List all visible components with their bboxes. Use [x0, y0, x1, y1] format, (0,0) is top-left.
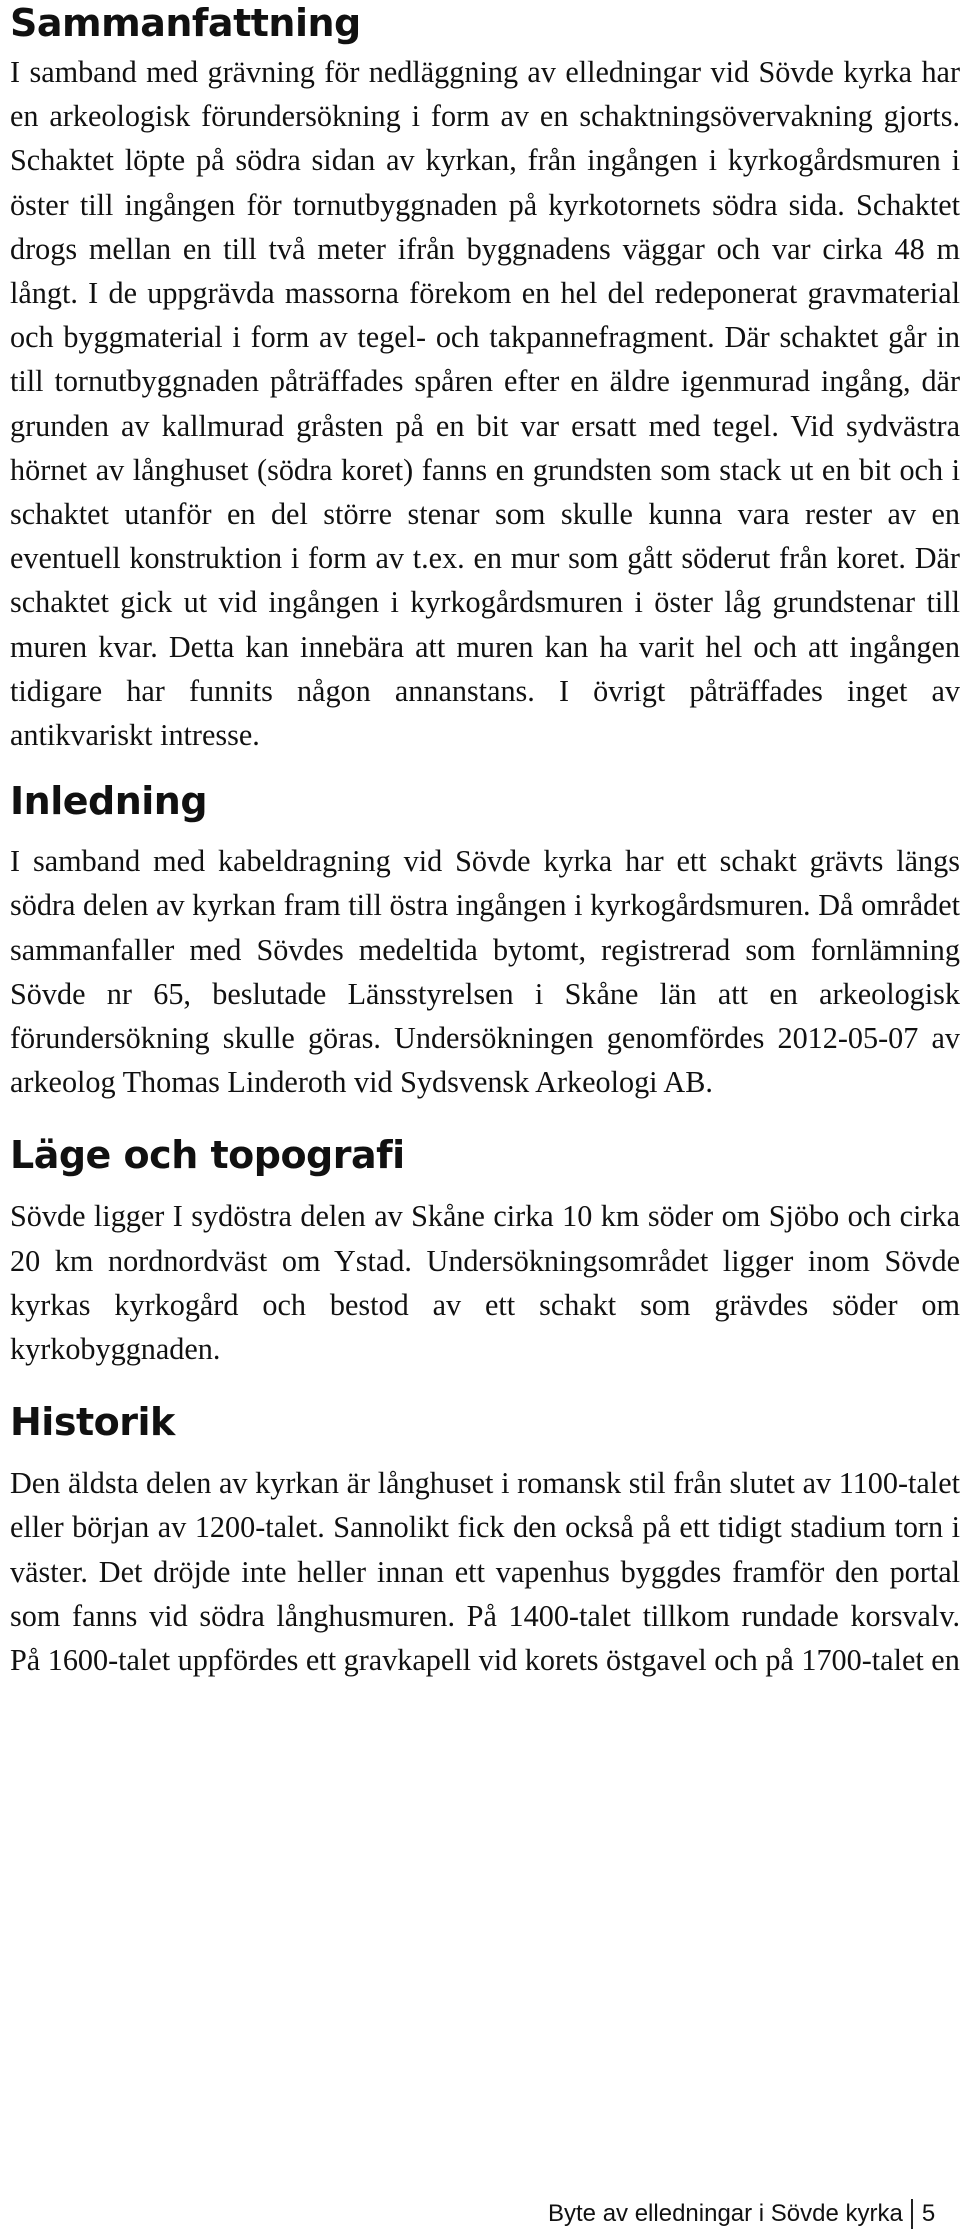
footer-document-title: Byte av elledningar i Sövde kyrka [548, 2200, 903, 2227]
footer-page-number: 5 [921, 2200, 936, 2227]
heading-lage-och-topografi: Läge och topografi [10, 1133, 405, 1178]
paragraph-historik: Den äldsta delen av kyrkan är långhuset i romansk stil från slutet av 1100-talet eller början av 1200-talet. Sannolikt fick den också på ett tidigt stadium torn i väster. Det dröjde inte heller innan ett vapenhus byggdes framför den portal som fanns vid södra långhusmuren. På 1400-talet tillkom rundade korsvalv. På 1600-talet uppfördes ett gravkapell vid korets östgavel och på 1700-talet en [10, 1466, 960, 1678]
page-footer [548, 2198, 935, 2230]
heading-inledning: Inledning [10, 779, 208, 824]
paragraph-sammanfattning: I samband med grävning för nedläggning av elledningar vid Sövde kyrka har en arkeologisk förundersökning i form av en schaktningsövervakning gjorts. Schaktet löpte på södra sidan av kyrkan, från ingången i kyrkogårdsmuren i öster till ingången för tornutbyggnaden på kyrkotornets södra sida. Schaktet drogs mellan en till två meter ifrån byggnadens väggar och var cirka 48 m långt. I de uppgrävda massorna förekom en hel del redeponerat gravmaterial och byggmaterial i form av tegel- och takpannefragment. Där schaktet går in till tornutbyggnaden påträffades spåren efter en äldre igenmurad ingång, där grunden av kallmurad gråsten på en bit var ersatt med tegel. Vid sydvästra hörnet av långhuset (södra koret) fanns en grundsten som stack ut en bit och i schaktet utanför en del större stenar som skulle kunna vara rester av en eventuell konstruktion i form av t.ex. en mur som gått söderut från koret. Där schaktet gick ut vid ingången i kyrkogårdsmuren i öster låg grundstenar till muren kvar. Detta kan innebära att muren kan ha varit hel och att ingången tidigare har funnits någon annanstans. I övrigt påträffades inget av antikvariskt intresse. [10, 55, 960, 753]
heading-historik: Historik [10, 1400, 175, 1445]
footer-separator [911, 2199, 913, 2229]
paragraph-lage-och-topografi: Sövde ligger I sydöstra delen av Skåne cirka 10 km söder om Sjöbo och cirka 20 km nordnordväst om Ystad. Undersökningsområdet ligger inom Sövde kyrkas kyrkogård och bestod av ett schakt som grävdes söder om kyrkobyggnaden. [10, 1199, 960, 1367]
heading-sammanfattning: Sammanfattning [10, 1, 361, 45]
document-page [10, 0, 960, 1682]
paragraph-inledning: I samband med kabeldragning vid Sövde kyrka har ett schakt grävts längs södra delen av kyrkan fram till östra ingången i kyrkogårdsmuren. Då området sammanfaller med Sövdes medeltida bytomt, registrerad som fornlämning Sövde nr 65, beslutade Länsstyrelsen i Skåne län att en arkeologisk förundersökning skulle göras. Undersökningen genomfördes 2012-05-07 av arkeolog Thomas Linderoth vid Sydsvensk Arkeologi AB. [10, 844, 960, 1100]
